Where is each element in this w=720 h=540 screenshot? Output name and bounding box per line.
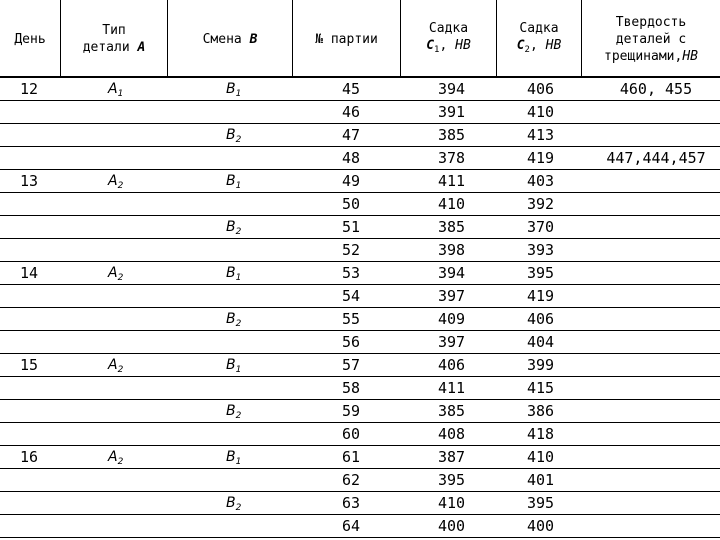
cell-day: 16 xyxy=(20,448,39,466)
cell-s1: 394 xyxy=(438,80,466,98)
cell-s2: 370 xyxy=(527,218,555,236)
cell-s1: 406 xyxy=(438,356,466,374)
header-s2 xyxy=(497,0,581,78)
cell-s2: 392 xyxy=(527,195,555,213)
cell-batch: 54 xyxy=(342,287,361,305)
cell-s1: 385 xyxy=(438,218,466,236)
header-s2-unit: HB xyxy=(545,37,562,53)
cell-s1: 410 xyxy=(438,195,466,213)
header-hardness xyxy=(582,0,720,78)
shift-subscript: 1 xyxy=(235,273,242,283)
header-day xyxy=(0,0,60,78)
table-row xyxy=(0,170,720,193)
cell-s2: 395 xyxy=(527,494,555,512)
header-part-type-line1: Тип xyxy=(102,23,126,38)
cell-shift xyxy=(226,492,241,514)
table-row xyxy=(0,515,720,538)
shift-symbol: B xyxy=(226,81,236,97)
header-hardness-word: трещинами, xyxy=(604,48,683,64)
header-s1-line1: Садка xyxy=(428,20,469,36)
cell-s2: 415 xyxy=(527,379,555,397)
header-hardness-line3 xyxy=(604,48,698,65)
table-row xyxy=(0,331,720,354)
header-s2-line2: $C_2$, HB xyxy=(516,37,562,55)
table-row xyxy=(0,354,720,377)
cell-hardness xyxy=(592,515,720,537)
cell-batch: 63 xyxy=(342,494,361,512)
cell-hardness xyxy=(592,446,720,468)
cell-batch: 52 xyxy=(342,241,361,259)
cell-shift xyxy=(226,308,241,330)
cell-batch: 64 xyxy=(342,517,361,535)
table-row xyxy=(0,308,720,331)
cell-batch: 49 xyxy=(342,172,361,190)
cell-batch: 55 xyxy=(342,310,361,328)
shift-subscript: 2 xyxy=(235,411,242,421)
table-row xyxy=(0,469,720,492)
cell-s1: 411 xyxy=(438,172,466,190)
header-shift xyxy=(168,0,292,78)
cell-s2: 386 xyxy=(527,402,555,420)
header-shift-line xyxy=(203,31,258,48)
shift-symbol: B xyxy=(226,127,236,143)
header-part-type-symbol: A xyxy=(137,40,146,55)
part-symbol: A xyxy=(108,357,118,373)
header-batch xyxy=(293,0,400,78)
cell-hardness xyxy=(592,170,720,192)
cell-hardness xyxy=(592,492,720,514)
part-symbol: A xyxy=(108,449,118,465)
header-day-label: День xyxy=(14,31,46,47)
row-rule xyxy=(0,537,720,538)
cell-batch: 60 xyxy=(342,425,361,443)
table-row xyxy=(0,78,720,101)
table-row xyxy=(0,216,720,239)
header-s1-sub: 1 xyxy=(434,44,440,55)
shift-subscript: 2 xyxy=(235,319,242,329)
table-row xyxy=(0,492,720,515)
part-symbol: A xyxy=(108,81,118,97)
header-s1-unit: HB xyxy=(455,37,471,53)
cell-hardness xyxy=(592,308,720,330)
cell-s2: 419 xyxy=(527,287,555,305)
cell-day: 12 xyxy=(20,80,39,98)
cell-s2: 418 xyxy=(527,425,555,443)
cell-hardness xyxy=(592,331,720,353)
cell-batch: 62 xyxy=(342,471,361,489)
cell-part-type xyxy=(108,354,123,376)
cell-hardness xyxy=(592,285,720,307)
table-row xyxy=(0,147,720,170)
cell-batch: 57 xyxy=(342,356,361,374)
cell-shift xyxy=(226,124,241,146)
cell-hardness: 447,444,457 xyxy=(606,149,706,167)
header-shift-symbol: B xyxy=(249,31,258,47)
header-part-type-word: детали xyxy=(82,40,130,55)
cell-s2: 395 xyxy=(527,264,555,282)
cell-s1: 395 xyxy=(438,471,466,489)
cell-hardness xyxy=(592,354,720,376)
cell-shift xyxy=(226,446,241,468)
cell-s1: 398 xyxy=(438,241,466,259)
cell-hardness xyxy=(592,239,720,261)
cell-batch: 53 xyxy=(342,264,361,282)
cell-hardness xyxy=(592,469,720,491)
cell-hardness xyxy=(592,262,720,284)
cell-part-type xyxy=(108,446,123,468)
table-row xyxy=(0,377,720,400)
shift-symbol: B xyxy=(226,311,236,327)
cell-s2: 413 xyxy=(527,126,555,144)
table-row xyxy=(0,400,720,423)
cell-hardness xyxy=(592,400,720,422)
table-row xyxy=(0,262,720,285)
header-hardness-unit: HB xyxy=(682,48,698,64)
cell-hardness xyxy=(592,124,720,146)
cell-s1: 411 xyxy=(438,379,466,397)
shift-symbol: B xyxy=(226,495,236,511)
cell-shift xyxy=(226,170,241,192)
table-row xyxy=(0,101,720,124)
shift-symbol: B xyxy=(226,173,236,189)
cell-hardness xyxy=(592,101,720,123)
cell-batch: 47 xyxy=(342,126,361,144)
shift-symbol: B xyxy=(226,357,236,373)
shift-subscript: 2 xyxy=(235,227,242,237)
cell-shift xyxy=(226,78,241,100)
table-row xyxy=(0,423,720,446)
cell-s1: 397 xyxy=(438,287,466,305)
table-row xyxy=(0,193,720,216)
header-hardness-line1: Твердость xyxy=(615,14,687,30)
table-row xyxy=(0,285,720,308)
cell-part-type xyxy=(108,262,123,284)
header-s1 xyxy=(401,0,496,78)
cell-batch: 48 xyxy=(342,149,361,167)
cell-batch: 59 xyxy=(342,402,361,420)
cell-shift xyxy=(226,216,241,238)
cell-hardness xyxy=(592,193,720,215)
part-subscript: 2 xyxy=(117,181,124,191)
cell-s1: 410 xyxy=(438,494,466,512)
shift-symbol: B xyxy=(226,403,236,419)
cell-part-type xyxy=(108,170,123,192)
cell-hardness xyxy=(592,216,720,238)
shift-symbol: B xyxy=(226,449,236,465)
header-part-type xyxy=(61,0,167,78)
cell-shift xyxy=(226,262,241,284)
header-shift-word: Смена xyxy=(202,31,242,47)
cell-s2: 410 xyxy=(527,103,555,121)
cell-batch: 46 xyxy=(342,103,361,121)
cell-batch: 61 xyxy=(342,448,361,466)
cell-s2: 401 xyxy=(527,471,555,489)
cell-s1: 387 xyxy=(438,448,466,466)
header-s2-sub: 2 xyxy=(524,44,530,55)
cell-s1: 378 xyxy=(438,149,466,167)
shift-subscript: 1 xyxy=(235,365,242,375)
header-s2-symbol: C xyxy=(516,37,525,53)
cell-s1: 397 xyxy=(438,333,466,351)
shift-subscript: 1 xyxy=(235,181,242,191)
cell-part-type xyxy=(108,78,123,100)
part-subscript: 2 xyxy=(117,457,124,467)
table-header xyxy=(0,0,720,78)
cell-day: 13 xyxy=(20,172,39,190)
cell-hardness xyxy=(592,423,720,445)
shift-subscript: 1 xyxy=(235,457,242,467)
cell-hardness xyxy=(592,377,720,399)
cell-day: 14 xyxy=(20,264,39,282)
cell-s2: 393 xyxy=(527,241,555,259)
cell-s1: 409 xyxy=(438,310,466,328)
cell-s2: 399 xyxy=(527,356,555,374)
cell-s2: 404 xyxy=(527,333,555,351)
cell-batch: 50 xyxy=(342,195,361,213)
cell-s1: 400 xyxy=(438,517,466,535)
cell-day: 15 xyxy=(20,356,39,374)
cell-batch: 45 xyxy=(342,80,361,98)
header-s2-line1: Садка xyxy=(519,20,559,36)
part-symbol: A xyxy=(108,173,118,189)
cell-s1: 385 xyxy=(438,126,466,144)
shift-symbol: B xyxy=(226,219,236,235)
cell-s2: 400 xyxy=(527,517,555,535)
shift-subscript: 1 xyxy=(235,89,242,99)
part-subscript: 2 xyxy=(117,273,124,283)
shift-subscript: 2 xyxy=(235,135,242,145)
cell-hardness: 460, 455 xyxy=(619,80,693,98)
cell-s1: 385 xyxy=(438,402,466,420)
header-s1-symbol: C xyxy=(426,37,435,53)
header-hardness-line2: деталей с xyxy=(615,31,687,47)
cell-s2: 406 xyxy=(527,80,555,98)
cell-s1: 408 xyxy=(438,425,466,443)
cell-shift xyxy=(226,354,241,376)
cell-batch: 56 xyxy=(342,333,361,351)
cell-batch: 58 xyxy=(342,379,361,397)
cell-s2: 419 xyxy=(527,149,555,167)
header-part-type-line2 xyxy=(83,39,146,56)
part-subscript: 1 xyxy=(117,89,124,99)
table-row xyxy=(0,239,720,262)
table-row xyxy=(0,446,720,469)
table-row xyxy=(0,124,720,147)
cell-s2: 410 xyxy=(527,448,555,466)
cell-s2: 406 xyxy=(527,310,555,328)
cell-s1: 391 xyxy=(438,103,466,121)
header-s1-line2: $C_1$, HB xyxy=(426,37,471,55)
cell-s1: 394 xyxy=(438,264,466,282)
shift-symbol: B xyxy=(226,265,236,281)
part-subscript: 2 xyxy=(117,365,124,375)
cell-s2: 403 xyxy=(527,172,555,190)
shift-subscript: 2 xyxy=(235,503,242,513)
part-symbol: A xyxy=(108,265,118,281)
cell-batch: 51 xyxy=(342,218,361,236)
header-batch-label: № партии xyxy=(315,31,378,47)
cell-shift xyxy=(226,400,241,422)
